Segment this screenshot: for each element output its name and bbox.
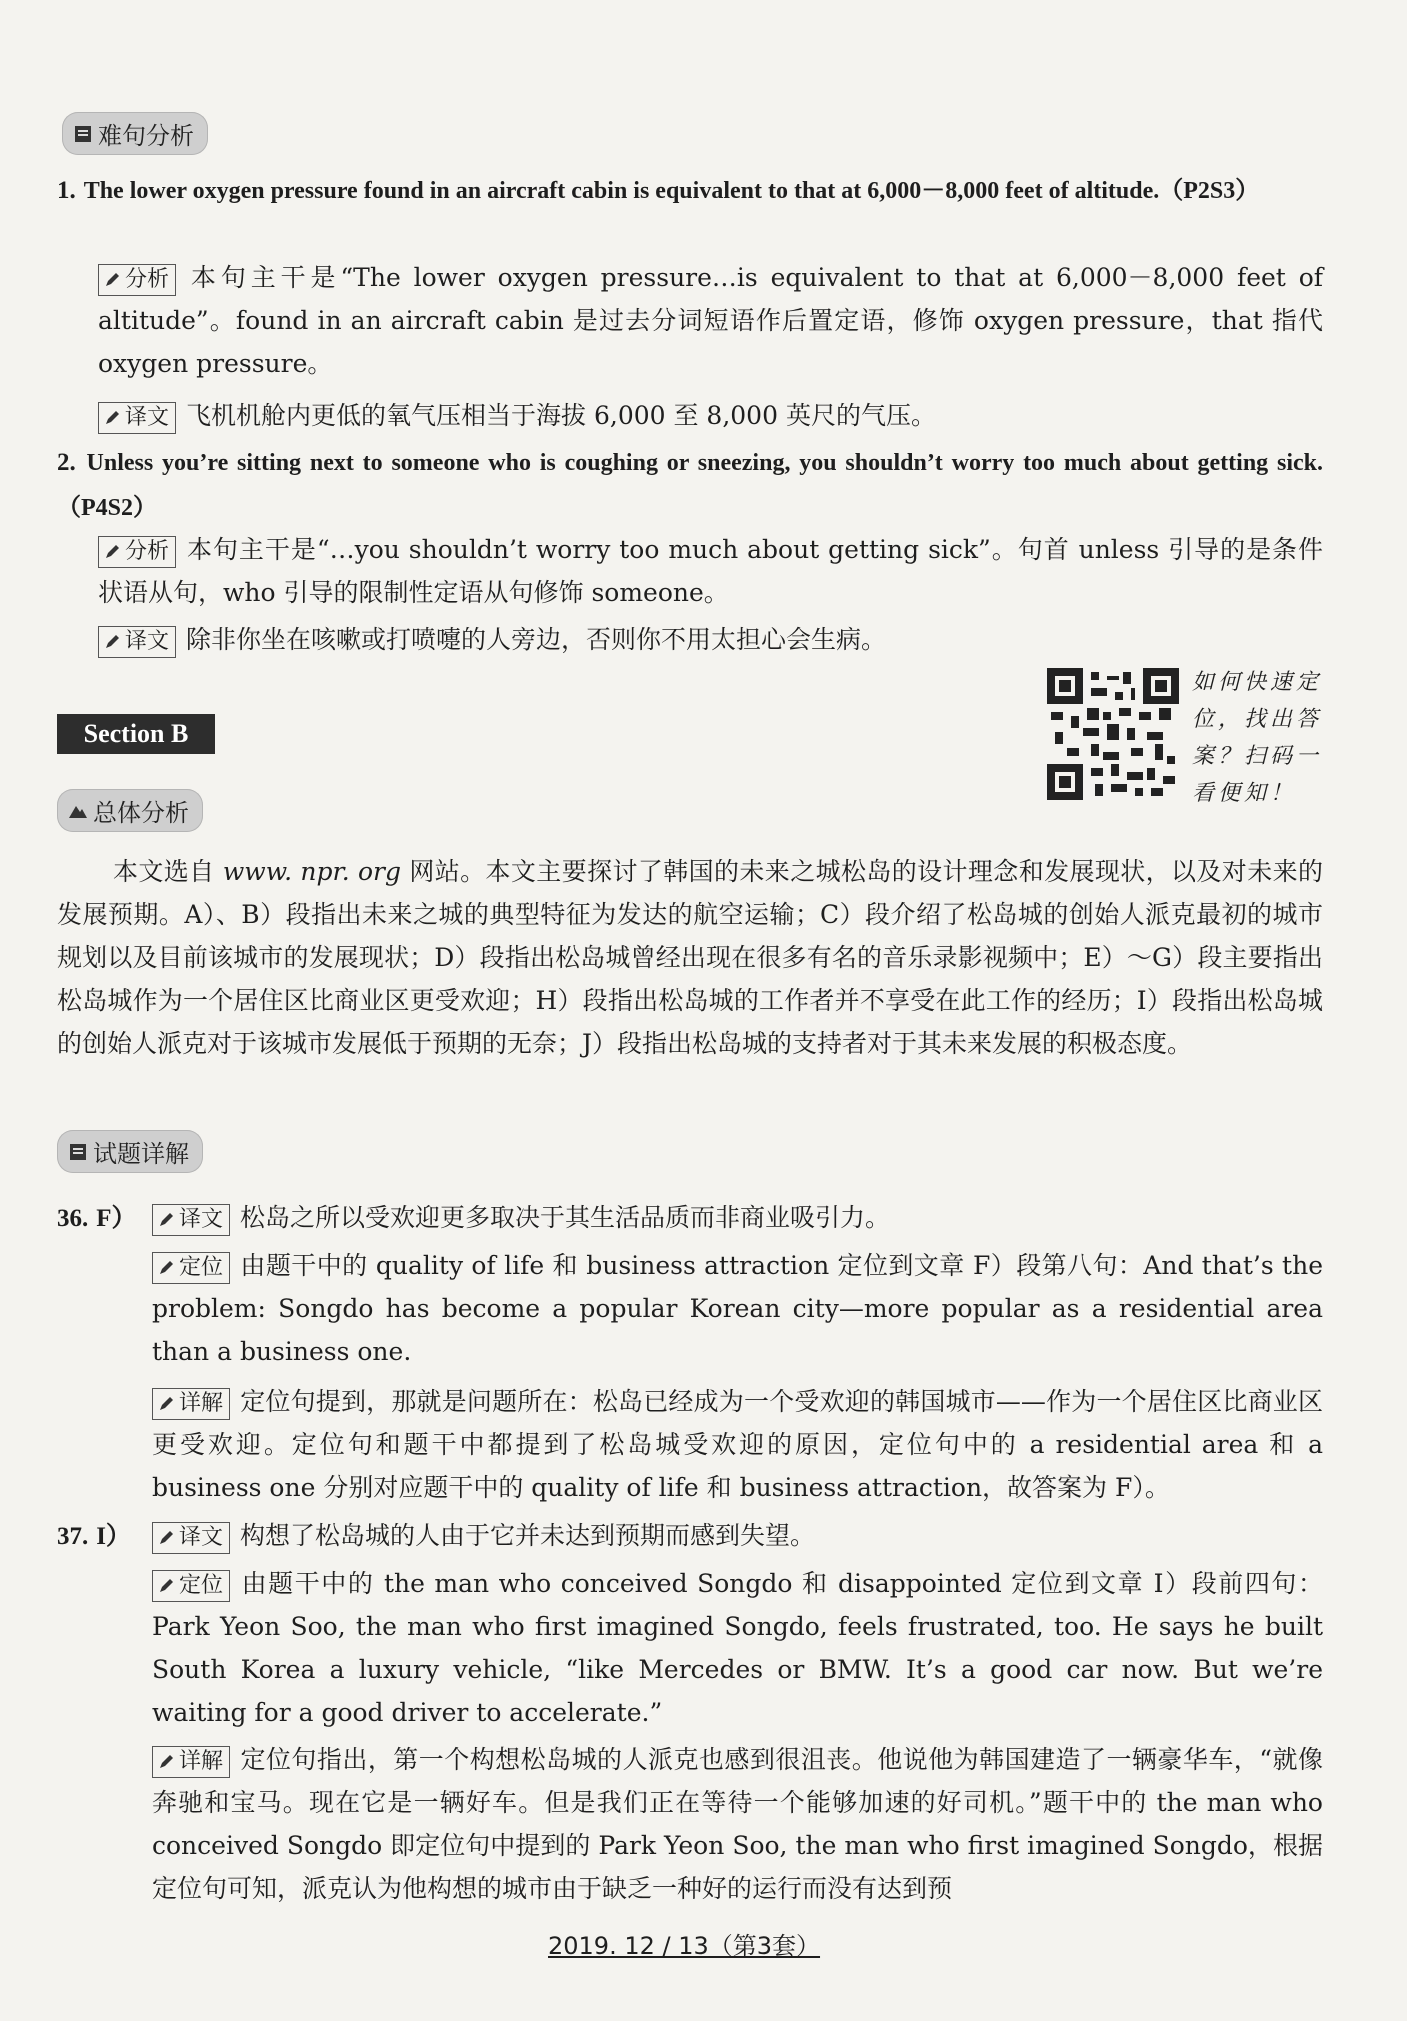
overall-paragraph xyxy=(57,850,1323,1065)
explain-text: 定位句提到，那就是问题所在：松岛已经成为一个受欢迎的韩国城市——作为一个居住区比商业区更受欢迎。定位句和题干中都提到了松岛城受欢迎的原因，定位句中的 a residential area 和 a business one 分别对应题干中的 quality of life 和 business attraction，故答案为 F）。 xyxy=(152,1387,1323,1502)
question-36-locate xyxy=(152,1244,1323,1373)
mountain-icon xyxy=(67,800,89,822)
pen-icon xyxy=(157,1753,175,1771)
translation-text: 飞机机舱内更低的氧气压相当于海拔 6,000 至 8,000 英尺的气压。 xyxy=(186,401,936,430)
question-37-number: 37. I） xyxy=(57,1523,131,1550)
section-label: Section B xyxy=(57,714,215,754)
translation-mark: 译文 xyxy=(98,402,176,434)
analysis-text: 本句主干是“The lower oxygen pressure…is equivalent to that at 6,000－8,000 feet of altitude”。found in an aircraft cabin 是过去分词短语作后置定语，修饰 oxygen pressure，that 指代 oxygen pressure。 xyxy=(98,263,1323,378)
translation-text: 构想了松岛城的人由于它并未达到预期而感到失望。 xyxy=(240,1521,816,1550)
qr-caption: 如何快速定位，找出答案？扫码一看便知！ xyxy=(1192,670,1323,806)
question-37-explain xyxy=(152,1738,1323,1910)
sentence-1 xyxy=(57,168,1323,213)
translation-mark: 译文 xyxy=(152,1204,230,1236)
pen-icon xyxy=(157,1529,175,1547)
difficult-sentence-tag xyxy=(62,112,208,155)
sentence-2 xyxy=(57,440,1323,530)
qr-code-icon[interactable] xyxy=(1047,668,1179,800)
overall-text-body: 网站。本文主要探讨了韩国的未来之城松岛的设计理念和发展现状，以及对未来的发展预期。A）、B）段指出未来之城的典型特征为发达的航空运输；C）段介绍了松岛城的创始人派克最初的城市规划以及目前该城市的发展现状；D）段指出松岛城曾经出现在很多有名的音乐录影视频中；E）～G）段主要指出松岛城作为一个居住区比商业区更受欢迎；H）段指出松岛城的工作者并不享受在此工作的经历；I）段指出松岛城的创始人派克对于该城市发展低于预期的无奈；J）段指出松岛城的支持者对于其未来发展的积极态度。 xyxy=(57,857,1323,1058)
pen-icon xyxy=(157,1577,175,1595)
answer: F） xyxy=(96,1205,137,1232)
sentence-2-analysis xyxy=(98,528,1323,614)
explain-text: 定位句指出，第一个构想松岛城的人派克也感到很沮丧。他说他为韩国建造了一辆豪华车，“就像奔驰和宝马。现在它是一辆好车。但是我们正在等待一个能够加速的好司机。”题干中的 the man who conceived Songdo 即定位句中提到的 Park Yeon Soo, the man who first imagined Songdo，根据定位句可知，派克认为他构想的城市由于缺乏一种好的运行而没有达到预 xyxy=(152,1745,1323,1903)
pen-icon xyxy=(157,1395,175,1413)
sentence-1-translation xyxy=(98,394,1323,437)
pen-icon xyxy=(103,633,121,651)
pen-icon xyxy=(157,1211,175,1229)
explain-mark: 详解 xyxy=(152,1388,230,1420)
page-footer: 2019. 12 / 13（第3套） xyxy=(548,1932,821,1960)
translation-text: 松岛之所以受欢迎更多取决于其生活品质而非商业吸引力。 xyxy=(240,1203,891,1232)
pen-icon xyxy=(103,409,121,427)
book-icon xyxy=(67,1141,89,1163)
overall-text-start: 本文选自 xyxy=(113,857,215,886)
question-36-number: 36. F） xyxy=(57,1205,137,1232)
question-37-locate xyxy=(152,1562,1323,1734)
sentence-2-translation xyxy=(98,618,1323,661)
locate-mark: 定位 xyxy=(152,1570,230,1602)
sentence-number: 1. xyxy=(57,177,76,204)
overall-analysis-tag xyxy=(57,789,203,832)
question-36-translation xyxy=(152,1196,1323,1239)
pen-icon xyxy=(157,1259,175,1277)
question-36-explain xyxy=(152,1380,1323,1509)
translation-text: 除非你坐在咳嗽或打喷嚏的人旁边，否则你不用太担心会生病。 xyxy=(186,625,887,654)
analysis-mark: 分析 xyxy=(98,264,176,296)
tag-label: 总体分析 xyxy=(93,799,189,827)
analysis-mark: 分析 xyxy=(98,536,176,568)
tag-label: 试题详解 xyxy=(93,1140,189,1168)
question-37-translation xyxy=(152,1514,1323,1557)
sentence-number: 2. xyxy=(57,449,76,476)
source-site: www. npr. org xyxy=(222,857,402,886)
locate-text: 由题干中的 the man who conceived Songdo 和 disappointed 定位到文章 I）段前四句：Park Yeon Soo, the man who first imagined Songdo, feels frustrated, too. He says he built South Korea a luxury vehicle, “like Mercedes or BMW. It’s a good car now. But we’re waiting for a good driver to accelerate.” xyxy=(152,1569,1323,1727)
translation-mark: 译文 xyxy=(152,1522,230,1554)
locate-mark: 定位 xyxy=(152,1252,230,1284)
tag-label: 难句分析 xyxy=(98,122,194,150)
question-detail-tag xyxy=(57,1130,203,1173)
explain-mark: 详解 xyxy=(152,1746,230,1778)
pen-icon xyxy=(103,271,121,289)
book-icon xyxy=(72,123,94,145)
pen-icon xyxy=(103,543,121,561)
sentence-1-analysis xyxy=(98,256,1323,385)
sentence-english: The lower oxygen pressure found in an aircraft cabin is equivalent to that at 6,000－8,000 feet of altitude.（P2S3） xyxy=(83,178,1260,204)
sentence-english: Unless you’re sitting next to someone who is coughing or sneezing, you shouldn’t worry too much about getting sick.（P4S2） xyxy=(57,450,1323,521)
translation-mark: 译文 xyxy=(98,626,176,658)
answer: I） xyxy=(96,1523,131,1550)
locate-text: 由题干中的 quality of life 和 business attraction 定位到文章 F）段第八句：And that’s the problem: Songdo has become a popular Korean city—more popular as a residential area than a business one. xyxy=(152,1251,1323,1366)
analysis-text: 本句主干是“…you shouldn’t worry too much about getting sick”。句首 unless 引导的是条件状语从句，who 引导的限制性定语从句修饰 someone。 xyxy=(98,535,1323,607)
